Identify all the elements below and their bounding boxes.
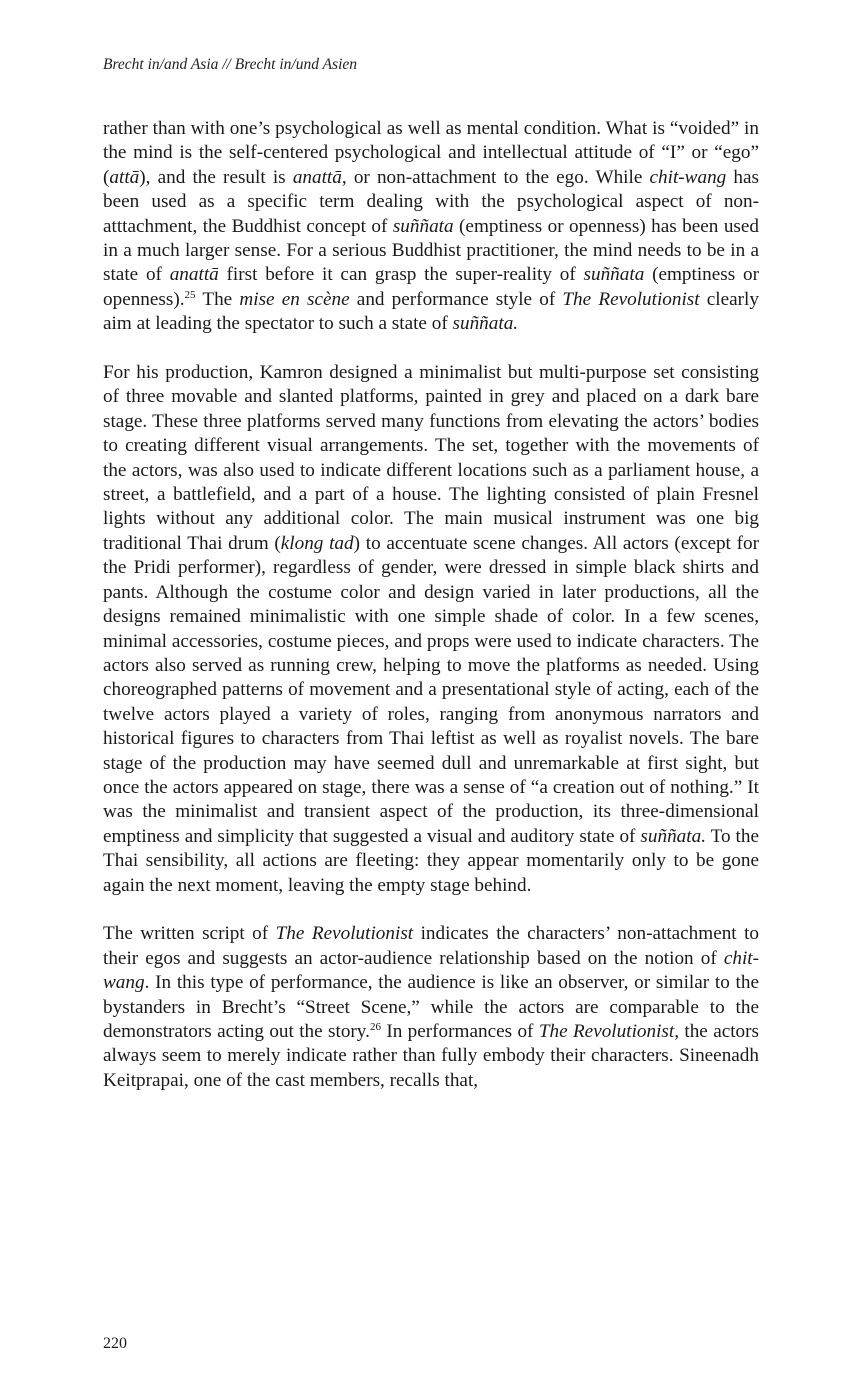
italic-term: chit-wang xyxy=(649,166,727,188)
italic-term: suññata xyxy=(583,264,645,286)
italic-term: attā xyxy=(109,166,140,188)
text-run: clearly aim at leading the spectator to such a state of xyxy=(103,288,759,335)
text-run: has been used as a specific term dealing with the psychological aspect of non-atttachment, the Buddhist concept of xyxy=(103,166,760,237)
page-number: 220 xyxy=(103,1335,127,1352)
body-text xyxy=(103,117,759,1118)
text-run: , or non-attachment to the ego. While xyxy=(341,166,650,188)
text-run: In performances of xyxy=(380,1021,539,1042)
italic-term: chit-wang xyxy=(103,947,759,994)
text-run: To the Thai sensibility, all actions are fleeting: they appear momentarily only to be gone again the next moment, leaving the empty stage behind. xyxy=(103,825,760,896)
italic-term: suññata. xyxy=(452,313,519,335)
italic-term: suññata. xyxy=(640,825,706,847)
text-run: (emptiness or openness) has been used in a much larger sense. For a serious Buddhist practitioner, the mind needs to be in a state of xyxy=(103,215,759,286)
paragraph xyxy=(103,361,759,898)
paragraph xyxy=(103,922,759,1093)
italic-term: klong tad xyxy=(280,532,354,554)
text-run: and performance style of xyxy=(349,288,563,310)
italic-term: anattā xyxy=(169,264,219,286)
footnote-ref: 26 xyxy=(369,1021,381,1033)
text-run: the actors always seem to merely indicate rather than fully embody their characters. Sineenadh Keitprapai, one of the cast members, recalls that, xyxy=(103,1021,760,1091)
italic-term: The Revolutionist xyxy=(562,288,700,310)
text-run: . In this type of performance, the audience is like an observer, or similar to the bystanders in Brecht’s “Street Scene,” while the actors are comparable to the demonstrators acting out the story. xyxy=(103,972,759,1042)
italic-term: anattā xyxy=(292,166,342,188)
footnote-ref: 25 xyxy=(184,288,196,301)
text-run: ) to accentuate scene changes. All actors (except for the Pridi performer), regardless of gender, were dressed in simple black shirts and pants. Although the costume color and design varied in later productions, all the designs remained minimalistic with one simple shade of color. In a few scenes, minimal accessories, costume pieces, and props were used to indicate characters. The actors also served as running crew, helping to move the platforms as needed. Using choreographed patterns of movement and a presentational style of acting, each of the twelve actors played a variety of roles, ranging from anonymous narrators and historical figures to characters from Thai leftist as well as royalist novels. The bare stage of the production may have seemed dull and unremarkable at first sight, but once the actors appeared on stage, there was a sense of “a creation out of nothing.” It was the minimalist and transient aspect of the production, its three-dimensional emptiness and simplicity that suggested a visual and auditory state of xyxy=(103,532,759,847)
text-run: For his production, Kamron designed a minimalist but multi-purpose set consisting of three movable and slanted platforms, painted in grey and placed on a dark bare stage. These three platforms served many functions from elevating the actors’ bodies to creating different visual arrangements. The set, together with the movements of the actors, was also used to indicate different locations such as a parliament house, a street, a battlefield, and a part of a house. The lighting consisted of plain Fresnel lights without any additional color. The main musical instrument was one big traditional Thai drum ( xyxy=(103,362,759,554)
paragraph xyxy=(103,117,759,337)
text-run: The written script of xyxy=(103,923,276,945)
text-run: indicates the characters’ non-attachment to their egos and suggests an actor-audience relationship based on the notion of xyxy=(103,923,760,969)
text-run: (emptiness or openness). xyxy=(103,264,759,310)
text-run: ), and the result is xyxy=(139,166,293,188)
italic-term: The Revolutionist xyxy=(275,923,414,945)
text-run: rather than with one’s psychological as well as mental condition. What is “voided” in the mind is the self-centered psychological and intellectual attitude of “I” or “ego” ( xyxy=(103,118,759,188)
italic-term: suññata xyxy=(392,215,454,237)
text-run: The xyxy=(195,288,240,310)
text-run: first before it can grasp the super-reality of xyxy=(218,264,584,286)
italic-term: mise en scène xyxy=(239,288,350,310)
running-head: Brecht in/and Asia // Brecht in/und Asien xyxy=(103,56,358,73)
italic-term: The Revolutionist, xyxy=(538,1021,680,1042)
